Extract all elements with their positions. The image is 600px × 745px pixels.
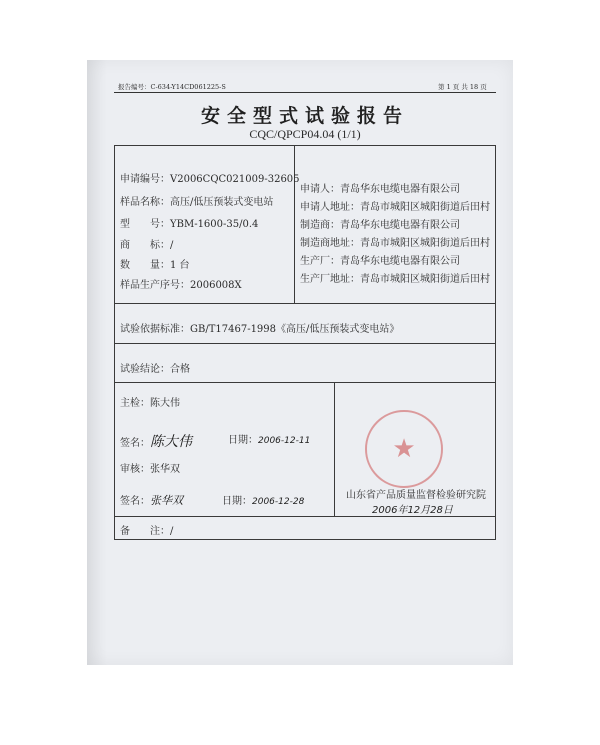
report-subtitle: CQC/QPCP04.04 (1/1): [249, 127, 361, 141]
field-trademark: [120, 236, 173, 251]
remarks-value: /: [170, 526, 174, 537]
field-factory-address: [300, 270, 490, 285]
divider-conclusion: [114, 343, 496, 344]
reviewer-label: 审核：: [120, 464, 150, 475]
reviewer-name: 张华双: [150, 464, 180, 475]
field-value: 1 台: [170, 260, 190, 271]
test-conclusion: [120, 360, 190, 375]
official-seal-stamp: [365, 410, 443, 488]
report-number-value: C-634-Y14CD061225-S: [150, 83, 226, 91]
field-label: 商 标：: [120, 240, 170, 251]
reviewer: [120, 460, 180, 475]
field-application-no: [120, 170, 300, 185]
paper-fold-shadow: [87, 60, 107, 665]
signature-label: 签名：: [120, 496, 150, 507]
field-label: 制造商地址：: [300, 238, 360, 249]
field-value: 2006008X: [190, 280, 242, 291]
field-manufacturer: [300, 216, 460, 231]
field-label: 生产厂：: [300, 256, 340, 267]
remarks-label: 备 注：: [120, 526, 170, 537]
field-serial-no: [120, 276, 242, 291]
divider-signatures: [114, 382, 496, 383]
standard-label: 试验依据标准：: [120, 324, 190, 335]
reviewer-signature: 张华双: [150, 494, 183, 507]
conclusion-value: 合格: [170, 364, 190, 375]
field-value: 青岛华东电缆电器有限公司: [340, 220, 460, 231]
report-number: [118, 82, 226, 91]
field-value: 青岛市城阳区城阳街道后田村: [360, 274, 490, 285]
reviewer-signature-row: [120, 492, 183, 508]
divider-standard: [114, 303, 496, 304]
field-label: 样品名称：: [120, 197, 170, 208]
date-label: 日期：: [222, 496, 252, 507]
seal-star-icon: ★: [392, 434, 416, 464]
divider-signature-columns: [334, 382, 335, 516]
field-label: 样品生产序号：: [120, 280, 190, 291]
field-value: /: [170, 240, 174, 251]
institute-date: 2006年12月28日: [372, 505, 453, 516]
inspector-signature: 陈大伟: [150, 434, 192, 450]
reviewer-date-row: [222, 492, 304, 507]
field-label: 申请人地址：: [300, 202, 360, 213]
signature-label: 签名：: [120, 438, 150, 449]
remarks: [120, 522, 173, 537]
field-label: 生产厂地址：: [300, 274, 360, 285]
field-manufacturer-address: [300, 234, 490, 249]
field-value: 青岛华东电缆电器有限公司: [340, 184, 460, 195]
field-applicant-address: [300, 198, 490, 213]
field-value: V2006CQC021009-32605: [170, 174, 300, 185]
inspector-signature-row: [120, 431, 192, 451]
institute-name: 山东省产品质量监督检验研究院: [346, 490, 486, 501]
field-applicant: [300, 180, 460, 195]
field-model: [120, 215, 258, 230]
standard-value: GB/T17467-1998《高压/低压预装式变电站》: [190, 324, 400, 335]
field-label: 数 量：: [120, 260, 170, 271]
inspector: [120, 394, 180, 409]
field-value: YBM-1600-35/0.4: [170, 219, 259, 230]
inspector-name: 陈大伟: [150, 398, 180, 409]
conclusion-label: 试验结论：: [120, 364, 170, 375]
report-title: 安全型式试验报告: [200, 105, 409, 127]
inspector-date: 2006-12-11: [258, 436, 311, 446]
field-value: 青岛华东电缆电器有限公司: [340, 256, 460, 267]
inspector-date-row: [228, 431, 310, 446]
field-value: 青岛市城阳区城阳街道后田村: [360, 238, 490, 249]
field-factory: [300, 252, 460, 267]
page-info: 第 1 页 共 18 页: [438, 83, 487, 91]
field-quantity: [120, 256, 190, 271]
field-label: 型 号：: [120, 219, 170, 230]
field-value: 青岛市城阳区城阳街道后田村: [360, 202, 490, 213]
divider-info-columns: [294, 145, 295, 303]
header-rule: [114, 92, 496, 93]
divider-remarks: [114, 516, 496, 517]
report-number-label: 报告编号：: [118, 83, 151, 91]
field-value: 高压/低压预装式变电站: [170, 197, 274, 208]
field-label: 申请编号：: [120, 174, 170, 185]
date-label: 日期：: [228, 435, 258, 446]
reviewer-date: 2006-12-28: [252, 497, 305, 507]
test-standard: [120, 320, 399, 335]
field-sample-name: [120, 193, 273, 208]
field-label: 申请人：: [300, 184, 340, 195]
inspector-label: 主检：: [120, 398, 150, 409]
field-label: 制造商：: [300, 220, 340, 231]
